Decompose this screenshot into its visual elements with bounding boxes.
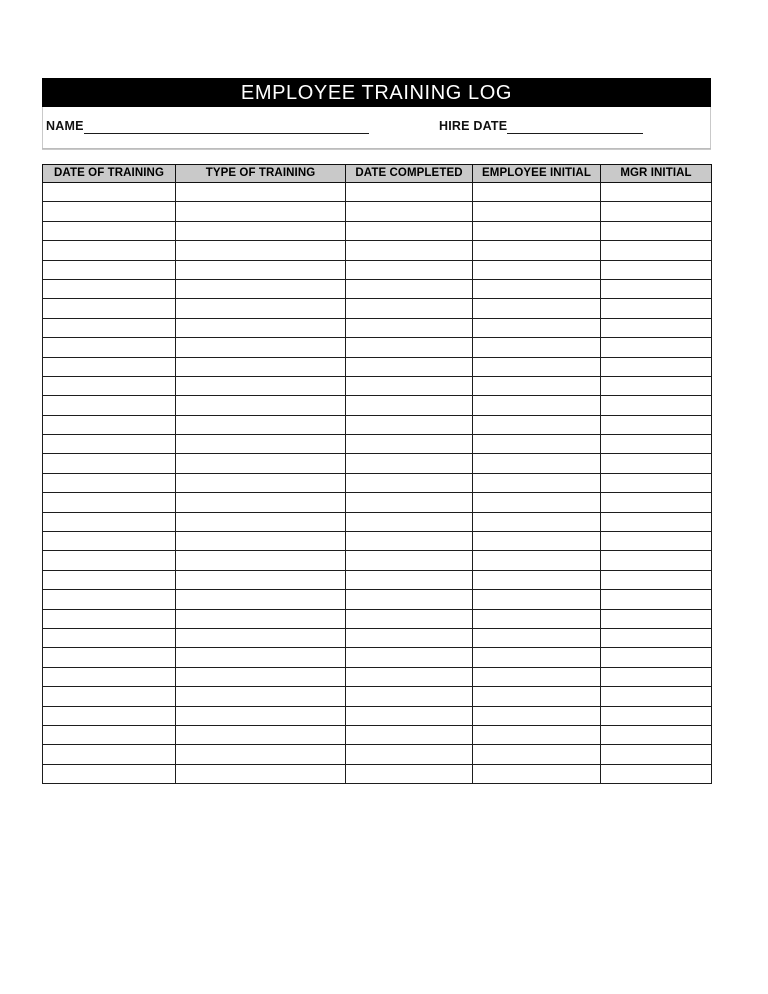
table-row — [43, 376, 712, 395]
table-cell[interactable] — [601, 279, 712, 298]
table-cell[interactable] — [346, 628, 473, 647]
table-cell[interactable] — [346, 415, 473, 434]
table-cell[interactable] — [346, 648, 473, 667]
table-cell[interactable] — [601, 376, 712, 395]
table-cell[interactable] — [473, 706, 601, 725]
table-cell[interactable] — [176, 338, 346, 357]
table-cell[interactable] — [473, 202, 601, 221]
table-row — [43, 532, 712, 551]
table-row — [43, 221, 712, 240]
table-cell[interactable] — [346, 590, 473, 609]
table-cell[interactable] — [601, 415, 712, 434]
table-cell[interactable] — [43, 512, 176, 531]
table-cell[interactable] — [176, 764, 346, 783]
table-cell[interactable] — [176, 628, 346, 647]
table-cell[interactable] — [601, 590, 712, 609]
table-cell[interactable] — [176, 590, 346, 609]
table-cell[interactable] — [346, 609, 473, 628]
table-cell[interactable] — [43, 551, 176, 570]
table-cell[interactable] — [43, 648, 176, 667]
table-cell[interactable] — [43, 473, 176, 492]
document-title-bar — [42, 78, 711, 107]
table-cell[interactable] — [43, 221, 176, 240]
table-cell[interactable] — [473, 570, 601, 589]
table-cell[interactable] — [473, 260, 601, 279]
table-cell[interactable] — [176, 609, 346, 628]
table-row — [43, 202, 712, 221]
table-cell[interactable] — [601, 396, 712, 415]
table-cell[interactable] — [346, 299, 473, 318]
column-header-employee-initial: EMPLOYEE INITIAL — [473, 165, 601, 183]
hire-date-field-group — [439, 120, 643, 134]
header-divider — [42, 148, 711, 149]
table-row — [43, 590, 712, 609]
table-cell[interactable] — [473, 338, 601, 357]
table-cell[interactable] — [43, 415, 176, 434]
table-cell[interactable] — [473, 745, 601, 764]
table-cell[interactable] — [346, 338, 473, 357]
page-title: EMPLOYEE TRAINING LOG — [240, 81, 513, 104]
column-header-type-of-training: TYPE OF TRAINING — [176, 165, 346, 183]
table-cell[interactable] — [176, 532, 346, 551]
table-cell[interactable] — [601, 318, 712, 337]
table-cell[interactable] — [176, 396, 346, 415]
table-cell[interactable] — [346, 454, 473, 473]
table-cell[interactable] — [346, 667, 473, 686]
table-cell[interactable] — [346, 279, 473, 298]
table-row — [43, 551, 712, 570]
table-cell[interactable] — [473, 357, 601, 376]
table-cell[interactable] — [346, 725, 473, 744]
table-cell[interactable] — [601, 628, 712, 647]
table-row — [43, 609, 712, 628]
table-cell[interactable] — [176, 202, 346, 221]
table-row — [43, 260, 712, 279]
table-cell[interactable] — [473, 493, 601, 512]
table-row — [43, 183, 712, 202]
table-cell[interactable] — [473, 667, 601, 686]
table-cell[interactable] — [43, 570, 176, 589]
table-cell[interactable] — [43, 706, 176, 725]
table-cell[interactable] — [473, 687, 601, 706]
table-cell[interactable] — [176, 415, 346, 434]
table-cell[interactable] — [473, 590, 601, 609]
hire-date-input[interactable] — [507, 120, 643, 134]
table-cell[interactable] — [176, 687, 346, 706]
table-cell[interactable] — [176, 241, 346, 260]
table-header — [43, 165, 712, 183]
name-field-group — [46, 120, 369, 134]
table-cell[interactable] — [176, 299, 346, 318]
table-cell[interactable] — [346, 512, 473, 531]
table-cell[interactable] — [601, 687, 712, 706]
table-cell[interactable] — [43, 183, 176, 202]
table-header-row — [43, 165, 712, 183]
table-cell[interactable] — [473, 532, 601, 551]
table-row — [43, 318, 712, 337]
table-cell[interactable] — [601, 299, 712, 318]
table-cell[interactable] — [176, 279, 346, 298]
table-cell[interactable] — [346, 183, 473, 202]
table-cell[interactable] — [473, 435, 601, 454]
table-cell[interactable] — [601, 764, 712, 783]
table-body — [43, 183, 712, 784]
table-row — [43, 493, 712, 512]
table-row — [43, 299, 712, 318]
table-row — [43, 706, 712, 725]
table-cell[interactable] — [601, 357, 712, 376]
table-cell[interactable] — [473, 628, 601, 647]
table-cell[interactable] — [43, 493, 176, 512]
table-cell[interactable] — [473, 473, 601, 492]
table-cell[interactable] — [601, 260, 712, 279]
table-cell[interactable] — [346, 318, 473, 337]
table-cell[interactable] — [176, 667, 346, 686]
name-input[interactable] — [84, 120, 369, 134]
form-header-block — [42, 78, 711, 150]
identity-row — [43, 107, 710, 149]
table-cell[interactable] — [473, 551, 601, 570]
table-cell[interactable] — [43, 454, 176, 473]
table-cell[interactable] — [176, 183, 346, 202]
table-cell[interactable] — [43, 299, 176, 318]
table-cell[interactable] — [346, 551, 473, 570]
table-cell[interactable] — [176, 512, 346, 531]
table-cell[interactable] — [43, 590, 176, 609]
table-row — [43, 338, 712, 357]
table-cell[interactable] — [176, 318, 346, 337]
table-cell[interactable] — [43, 628, 176, 647]
table-cell[interactable] — [601, 745, 712, 764]
table-row — [43, 241, 712, 260]
table-cell[interactable] — [346, 357, 473, 376]
table-cell[interactable] — [346, 396, 473, 415]
table-cell[interactable] — [176, 454, 346, 473]
table-cell[interactable] — [176, 570, 346, 589]
table-cell[interactable] — [473, 648, 601, 667]
table-cell[interactable] — [473, 512, 601, 531]
table-cell[interactable] — [176, 435, 346, 454]
table-cell[interactable] — [473, 609, 601, 628]
table-cell[interactable] — [346, 706, 473, 725]
column-header-mgr-initial: MGR INITIAL — [601, 165, 712, 183]
table-row — [43, 570, 712, 589]
table-cell[interactable] — [346, 570, 473, 589]
table-cell[interactable] — [473, 764, 601, 783]
table-cell[interactable] — [473, 183, 601, 202]
table-cell[interactable] — [473, 299, 601, 318]
table-cell[interactable] — [43, 241, 176, 260]
table-cell[interactable] — [601, 454, 712, 473]
table-cell[interactable] — [43, 725, 176, 744]
table-row — [43, 745, 712, 764]
table-cell[interactable] — [346, 202, 473, 221]
table-row — [43, 725, 712, 744]
hire-date-field-label: HIRE DATE — [439, 119, 508, 133]
table-row — [43, 687, 712, 706]
table-cell[interactable] — [43, 202, 176, 221]
table-cell[interactable] — [176, 745, 346, 764]
table-cell[interactable] — [346, 493, 473, 512]
table-cell[interactable] — [601, 435, 712, 454]
table-cell[interactable] — [346, 435, 473, 454]
table-row — [43, 667, 712, 686]
table-cell[interactable] — [601, 532, 712, 551]
table-cell[interactable] — [601, 473, 712, 492]
column-header-date-of-training: DATE OF TRAINING — [43, 165, 176, 183]
table-row — [43, 764, 712, 783]
table-cell[interactable] — [43, 338, 176, 357]
column-header-date-completed: DATE COMPLETED — [346, 165, 473, 183]
table-cell[interactable] — [43, 764, 176, 783]
table-cell[interactable] — [43, 609, 176, 628]
table-cell[interactable] — [473, 454, 601, 473]
table-row — [43, 435, 712, 454]
table-cell[interactable] — [601, 706, 712, 725]
table-cell[interactable] — [601, 493, 712, 512]
table-cell[interactable] — [601, 221, 712, 240]
table-cell[interactable] — [601, 570, 712, 589]
table-cell[interactable] — [43, 745, 176, 764]
table-cell[interactable] — [601, 725, 712, 744]
table-row — [43, 396, 712, 415]
table-cell[interactable] — [43, 396, 176, 415]
table-cell[interactable] — [601, 183, 712, 202]
table-cell[interactable] — [346, 745, 473, 764]
table-cell[interactable] — [473, 318, 601, 337]
table-cell[interactable] — [176, 473, 346, 492]
table-cell[interactable] — [473, 221, 601, 240]
table-cell[interactable] — [601, 512, 712, 531]
table-cell[interactable] — [176, 357, 346, 376]
table-cell[interactable] — [346, 376, 473, 395]
table-cell[interactable] — [473, 376, 601, 395]
table-cell[interactable] — [176, 493, 346, 512]
table-cell[interactable] — [601, 551, 712, 570]
table-cell[interactable] — [346, 532, 473, 551]
table-cell[interactable] — [346, 221, 473, 240]
table-cell[interactable] — [43, 376, 176, 395]
table-cell[interactable] — [176, 260, 346, 279]
table-cell[interactable] — [176, 648, 346, 667]
table-cell[interactable] — [473, 725, 601, 744]
table-cell[interactable] — [43, 435, 176, 454]
table-cell[interactable] — [601, 648, 712, 667]
table-cell[interactable] — [346, 764, 473, 783]
table-cell[interactable] — [43, 687, 176, 706]
table-row — [43, 512, 712, 531]
table-cell[interactable] — [43, 318, 176, 337]
table-cell[interactable] — [601, 241, 712, 260]
table-cell[interactable] — [346, 473, 473, 492]
table-cell[interactable] — [601, 609, 712, 628]
table-cell[interactable] — [43, 357, 176, 376]
table-cell[interactable] — [473, 279, 601, 298]
table-cell[interactable] — [176, 221, 346, 240]
table-cell[interactable] — [346, 687, 473, 706]
table-cell[interactable] — [43, 279, 176, 298]
table-cell[interactable] — [43, 532, 176, 551]
table-row — [43, 279, 712, 298]
table-row — [43, 357, 712, 376]
table-cell[interactable] — [473, 396, 601, 415]
table-row — [43, 648, 712, 667]
name-field-label: NAME — [46, 119, 84, 133]
table-row — [43, 415, 712, 434]
table-cell[interactable] — [176, 725, 346, 744]
table-cell[interactable] — [43, 260, 176, 279]
table-cell[interactable] — [346, 241, 473, 260]
table-cell[interactable] — [601, 338, 712, 357]
table-cell[interactable] — [346, 260, 473, 279]
table-row — [43, 473, 712, 492]
table-cell[interactable] — [176, 551, 346, 570]
table-cell[interactable] — [473, 241, 601, 260]
training-log-table — [42, 164, 712, 784]
table-cell[interactable] — [176, 376, 346, 395]
table-row — [43, 454, 712, 473]
table-row — [43, 628, 712, 647]
table-cell[interactable] — [43, 667, 176, 686]
table-cell[interactable] — [473, 415, 601, 434]
table-cell[interactable] — [601, 202, 712, 221]
table-cell[interactable] — [601, 667, 712, 686]
table-cell[interactable] — [176, 706, 346, 725]
